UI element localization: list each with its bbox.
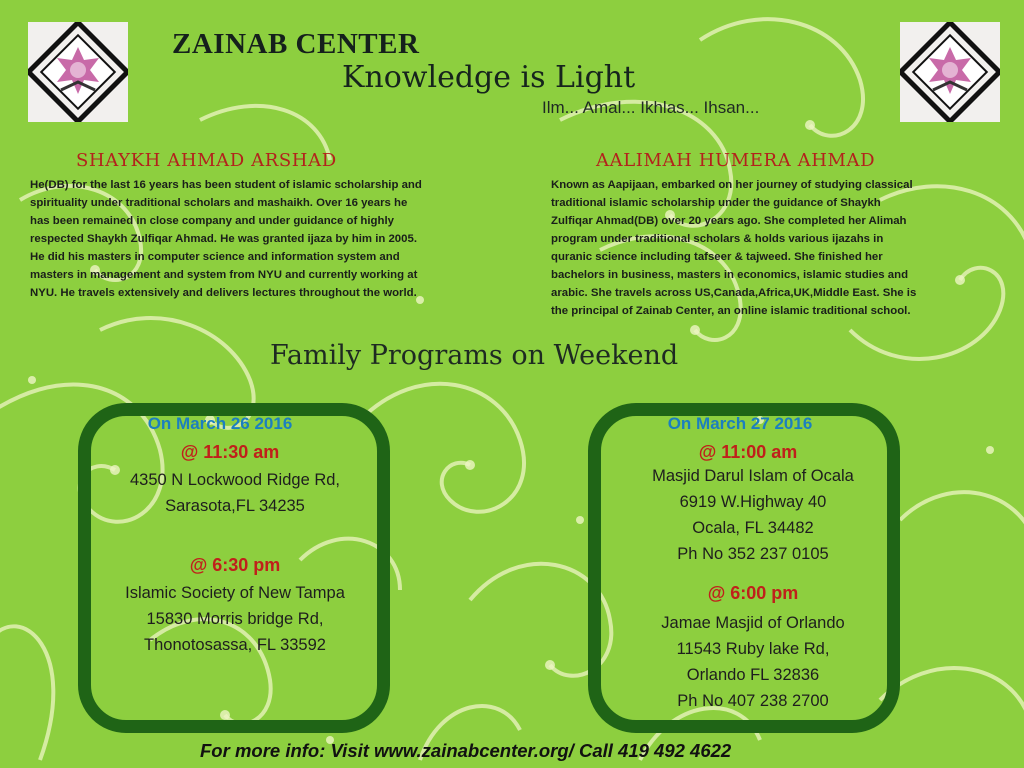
- virtues-line: Ilm... Amal... Ikhlas... Ihsan...: [542, 98, 760, 117]
- speaker-bio: [551, 176, 991, 320]
- bio-line: He did his masters in computer science and information system and: [30, 251, 400, 263]
- tagline: Knowledge is Light: [342, 60, 636, 95]
- section-title: Family Programs on Weekend: [270, 340, 679, 371]
- bio-line: program under traditional scholars & holds various ijazahs in: [551, 233, 884, 245]
- event-address: [110, 580, 360, 658]
- event-time: @ 6:00 pm: [707, 583, 799, 603]
- bio-line: Zulfiqar Ahmad(DB) over 20 years ago. She completed her Alimah: [551, 215, 907, 227]
- event-address: [110, 467, 360, 519]
- org-name: ZAINAB CENTER: [172, 28, 420, 60]
- logo-right: [900, 22, 1000, 122]
- address-line: Masjid Darul Islam of Ocala: [652, 467, 854, 485]
- bio-line: masters in management and system from NYU and currently working at: [30, 269, 418, 281]
- event-date: On March 27 2016: [667, 414, 813, 433]
- bio-line: quranic science including tafseer & tajweed. She finished her: [551, 251, 883, 263]
- address-line: 11543 Ruby lake Rd,: [676, 640, 830, 658]
- bio-line: He(DB) for the last 16 years has been student of islamic scholarship and: [30, 179, 422, 191]
- address-line: Jamae Masjid of Orlando: [661, 614, 845, 632]
- logo-left: [28, 22, 128, 122]
- speaker-bio: [30, 176, 510, 302]
- address-line: Islamic Society of New Tampa: [125, 584, 345, 602]
- address-line: Ocala, FL 34482: [692, 519, 814, 537]
- bio-line: the principal of Zainab Center, an online islamic traditional school.: [551, 305, 911, 317]
- address-line: 4350 N Lockwood Ridge Rd,: [129, 471, 341, 489]
- quran-star-logo-icon: [28, 22, 128, 122]
- event-card: [110, 414, 360, 658]
- bio-line: NYU. He travels extensively and delivers lectures throughout the world.: [30, 287, 417, 299]
- event-card: [628, 414, 878, 714]
- event-time: @ 6:30 pm: [189, 555, 281, 575]
- address-line: Ph No 352 237 0105: [677, 545, 829, 563]
- footer-info: For more info: Visit www.zainabcenter.org/ Call 419 492 4622: [200, 740, 732, 761]
- quran-star-logo-icon: [900, 22, 1000, 122]
- event-time: @ 11:00 am: [698, 442, 798, 462]
- event-time: @ 11:30 am: [180, 442, 280, 462]
- bio-line: respected Shaykh Zulfiqar Ahmad. He was granted ijaza by him in 2005.: [30, 233, 417, 245]
- address-line: Orlando FL 32836: [686, 666, 820, 684]
- bio-line: arabic. She travels across US,Canada,Africa,UK,Middle East. She is: [551, 287, 917, 299]
- event-address: [628, 463, 878, 567]
- bio-line: spirituality under traditional scholars and mashaikh. Over 16 years he: [30, 197, 408, 209]
- event-address: [628, 610, 878, 714]
- address-line: Thonotosassa, FL 33592: [144, 636, 326, 654]
- address-line: 6919 W.Highway 40: [679, 493, 827, 511]
- address-line: Ph No 407 238 2700: [677, 692, 829, 710]
- event-date: On March 26 2016: [147, 414, 293, 433]
- bio-line: traditional islamic scholarship under the guidance of Shaykh: [551, 197, 881, 209]
- address-line: 15830 Morris bridge Rd,: [146, 610, 324, 628]
- bio-line: Known as Aapijaan, embarked on her journey of studying classical: [551, 179, 913, 191]
- speaker-name: AALIMAH HUMERA AHMAD: [596, 150, 876, 171]
- address-line: Sarasota,FL 34235: [165, 497, 305, 515]
- speaker-name: SHAYKH AHMAD ARSHAD: [76, 150, 337, 171]
- bio-line: bachelors in business, masters in economics, islamic studies and: [551, 269, 909, 281]
- bio-line: has been remained in close company and under guidance of highly: [30, 215, 394, 227]
